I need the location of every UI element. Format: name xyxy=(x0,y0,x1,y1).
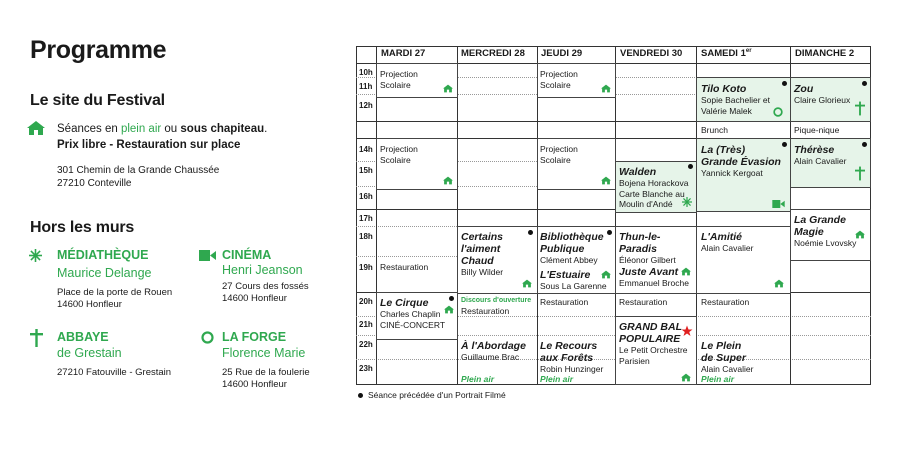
portrait-dot xyxy=(782,81,787,86)
house-icon xyxy=(522,279,532,288)
hour-label: 20h xyxy=(359,297,373,306)
house-icon xyxy=(601,270,611,279)
house-icon xyxy=(443,176,453,185)
event-sat-resto: Restauration xyxy=(701,297,750,307)
cross-icon xyxy=(855,165,865,182)
house-icon xyxy=(681,267,691,276)
portrait-dot xyxy=(449,296,454,301)
site-heading: Le site du Festival xyxy=(30,92,165,109)
event-thu-recours: Le Recours aux Forêts Robin Hunzinger xyxy=(540,340,604,374)
hour-label: 14h xyxy=(359,145,373,154)
venue-mediatheque-addr1: Place de la porte de Rouen xyxy=(57,287,173,298)
event-tue-proj2: Projection Scolaire xyxy=(380,144,418,165)
day-wednesday: MERCREDI 28 xyxy=(461,48,525,59)
hour-label: 15h xyxy=(359,166,373,175)
asterisk-icon xyxy=(29,249,42,262)
event-sun-magie: La Grande Magie Noémie Lvovsky xyxy=(794,214,857,248)
site-address-1: 301 Chemin de la Grande Chaussée xyxy=(57,165,220,176)
portrait-dot xyxy=(688,164,693,169)
circle-icon xyxy=(201,331,214,344)
event-wed-discours: Discours d'ouverture xyxy=(461,297,532,304)
house-icon xyxy=(601,176,611,185)
event-tue-proj1: Projection Scolaire xyxy=(380,69,418,90)
event-fri-thun: Thun-le- Paradis Éléonor Gilbert xyxy=(619,231,676,265)
portrait-dot xyxy=(607,230,612,235)
event-sat-plein: Le Plein de Super Alain Cavalier xyxy=(701,340,754,374)
venue-cinema-addr1: 27 Cours des fossés xyxy=(222,281,309,292)
page-title: Programme xyxy=(30,36,167,64)
camera-icon xyxy=(199,250,216,261)
hour-label: 11h xyxy=(359,82,373,91)
venue-cinema-name: CINÉMA xyxy=(222,248,272,262)
venue-cinema-sub: Henri Jeanson xyxy=(222,263,303,277)
cross-icon xyxy=(855,100,865,117)
day-saturday: SAMEDI 1er xyxy=(701,48,752,60)
hour-label: 17h xyxy=(359,214,373,223)
day-thursday: JEUDI 29 xyxy=(541,48,583,59)
row-line xyxy=(356,359,871,360)
venue-abbaye-addr1: 27210 Fatouville - Grestain xyxy=(57,367,172,378)
house-icon xyxy=(601,84,611,93)
event-fri-bal: GRAND BAL POPULAIRE Le Petit Orchestre Parisien xyxy=(619,321,688,366)
footnote-dot xyxy=(358,393,363,398)
hour-label: 23h xyxy=(359,364,373,373)
cross-icon xyxy=(30,329,43,347)
day-friday: VENDREDI 30 xyxy=(620,48,683,59)
venue-forge-sub: Florence Marie xyxy=(222,346,306,360)
venue-forge-addr2: 14600 Honfleur xyxy=(222,379,287,390)
hour-label: 22h xyxy=(359,340,373,349)
site-line-1: Séances en plein air ou sous chapiteau. xyxy=(57,123,268,135)
hour-label: 21h xyxy=(359,320,373,329)
portrait-dot xyxy=(528,230,533,235)
venue-mediatheque-sub: Maurice Delange xyxy=(57,266,152,280)
event-thu-resto: Restauration xyxy=(540,297,589,307)
house-icon xyxy=(681,373,691,382)
asterisk-icon xyxy=(682,197,692,207)
day-sunday: DIMANCHE 2 xyxy=(795,48,855,59)
event-wed-abordage: À l'Abordage Guillaume Brac xyxy=(461,340,526,362)
event-sat-tilo: Tilo Koto Sopie Bachelier et Valérie Malek xyxy=(701,83,770,116)
portrait-dot xyxy=(862,81,867,86)
event-sat-amitie: L'Amitié Alain Cavalier xyxy=(701,231,754,253)
event-wed-resto: Restauration xyxy=(461,306,510,316)
event-sat-evasion: La (Très) Grande Évasion Yannick Kergoat xyxy=(701,144,781,178)
event-fri-walden: Walden Bojena Horackova Carte Blanche au Moulin d'Andé xyxy=(619,166,689,209)
event-tue-cirque: Le Cirque Charles Chaplin CINÉ-CONCERT xyxy=(380,297,446,330)
schedule-grid xyxy=(356,46,871,385)
house-icon xyxy=(444,305,454,314)
site-address-2: 27210 Conteville xyxy=(57,178,132,189)
venue-abbaye-sub: de Grestain xyxy=(57,346,122,360)
camera-icon xyxy=(772,200,785,208)
hour-label: 16h xyxy=(359,192,373,201)
hour-label: 18h xyxy=(359,232,373,241)
house-icon xyxy=(774,279,784,288)
event-wed-chaud: Certains l'aiment Chaud Billy Wilder xyxy=(461,231,504,277)
circle-icon xyxy=(773,107,783,117)
event-thu-plein: Plein air xyxy=(540,374,574,384)
house-icon xyxy=(27,121,45,135)
venue-mediatheque-name: MÉDIATHÈQUE xyxy=(57,248,149,262)
event-sun-pique: Pique-nique xyxy=(794,125,840,135)
event-sat-plein-air: Plein air xyxy=(701,374,735,384)
house-icon xyxy=(443,84,453,93)
event-thu-estuaire: L'Estuaire Sous La Garenne xyxy=(540,269,607,291)
day-tuesday: MARDI 27 xyxy=(381,48,426,59)
star-icon xyxy=(681,325,693,337)
event-sat-brunch: Brunch xyxy=(701,125,728,135)
venue-forge-addr1: 25 Rue de la foulerie xyxy=(222,367,310,378)
event-sun-therese: Thérèse Alain Cavalier xyxy=(794,144,847,166)
event-tue-resto: Restauration xyxy=(380,262,429,272)
hour-label: 12h xyxy=(359,101,373,110)
hour-label: 19h xyxy=(359,263,373,272)
portrait-dot xyxy=(782,142,787,147)
event-thu-biblio: Bibliothèque Publique Clément Abbey xyxy=(540,231,604,265)
event-wed-plein: Plein air xyxy=(461,374,495,384)
event-thu-proj1: Projection Scolaire xyxy=(540,69,578,90)
footnote: Séance précédée d'un Portrait Filmé xyxy=(368,390,506,400)
venue-cinema-addr2: 14600 Honfleur xyxy=(222,293,287,304)
site-line-2: Prix libre - Restauration sur place xyxy=(57,139,241,151)
venue-mediatheque-addr2: 14600 Honfleur xyxy=(57,299,122,310)
event-sun-zou: Zou Claire Glorieux xyxy=(794,83,851,105)
event-fri-resto: Restauration xyxy=(619,297,668,307)
event-fri-juste: Juste Avant Emmanuel Broche xyxy=(619,266,689,288)
hors-heading: Hors les murs xyxy=(30,219,135,236)
venue-abbaye-name: ABBAYE xyxy=(57,330,109,344)
house-icon xyxy=(855,230,865,239)
portrait-dot xyxy=(862,142,867,147)
event-thu-proj2: Projection Scolaire xyxy=(540,144,578,165)
hour-label: 10h xyxy=(359,68,373,77)
venue-forge-name: LA FORGE xyxy=(222,330,287,344)
